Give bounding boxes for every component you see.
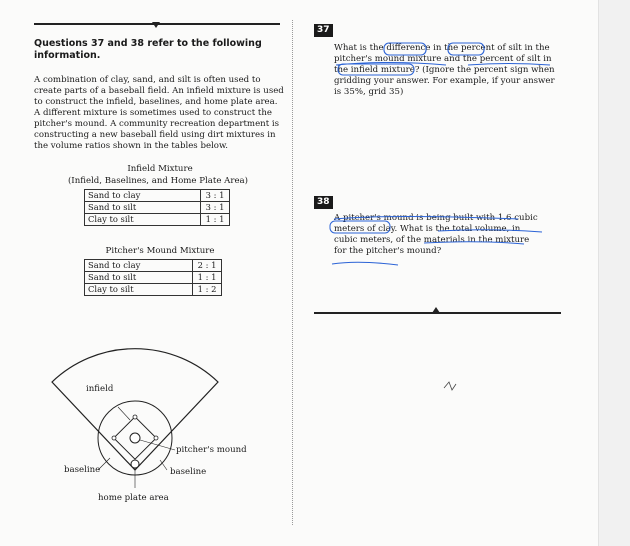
ratio-value: 3 : 1 [201,190,230,202]
ratio-value: 1 : 2 [193,284,222,296]
third-base [112,436,116,440]
table-row [85,202,230,214]
table-row [85,284,222,296]
baseball-field-diagram [40,320,270,510]
table-row [85,260,222,272]
ratio-value: 3 : 1 [201,202,230,214]
ratio-label: Sand to silt [85,202,201,214]
intro-paragraph: A combination of clay, sand, and silt is often used to create parts of a baseball field. An infield mixture is used to construct the infield, baselines, and home plate area. A different mixture is sometimes used to construct the pitcher's mound. A community recreation department is constructing a new baseball field using dirt mixtures in the volume ratios shown in the tables below. [34,75,284,151]
ratio-value: 1 : 1 [193,272,222,284]
right-divider [314,312,561,314]
top-divider [34,23,280,25]
mound-table-title: Pitcher's Mound Mixture [105,246,215,256]
pen-annotations [328,38,568,278]
table-row [85,190,230,202]
table-row [85,272,222,284]
ratio-label: Sand to silt [85,272,193,284]
infield-label: infield [86,384,114,394]
baseline-right-label: baseline [170,467,207,477]
question-37-number: 37 [314,24,333,37]
pitchers-mound-label: pitcher's mound [176,445,247,455]
questions-heading: Questions 37 and 38 refer to the following information. [34,38,262,61]
infield-table [84,189,230,226]
infield-pointer [118,407,130,420]
mound-table [84,259,222,296]
ratio-value: 1 : 1 [201,214,230,226]
ratio-label: Sand to clay [85,260,193,272]
second-base [133,415,137,419]
ratio-label: Clay to silt [85,214,201,226]
question-37-text: What is the difference in the percent of silt in the pitcher's mound mixture and the percent of silt in the infield mixture? (Ignore the percent sign when gridding your answer. For example, if your answer is 35%, grid 35) [334,43,555,97]
pitchers-mound [130,433,140,443]
home-plate [131,460,139,468]
table-row [85,214,230,226]
infield-table-subtitle: (Infield, Baselines, and Home Plate Area) [67,176,249,186]
column-divider [292,20,293,525]
pen-scribble-mark [440,378,460,394]
infield-table-title: Infield Mixture [127,164,193,174]
home-plate-area-label: home plate area [98,493,169,503]
baseline-left-label: baseline [64,465,101,475]
question-38-number: 38 [314,196,333,209]
ratio-label: Clay to silt [85,284,193,296]
question-38-text: A pitcher's mound is being built with 1.6 cubic meters of clay. What is the total volume, in cubic meters, of the materials in the mixture for the pitcher's mound? [334,213,538,256]
ratio-value: 2 : 1 [193,260,222,272]
first-base [154,436,158,440]
page-edge [598,0,630,546]
ratio-label: Sand to clay [85,190,201,202]
